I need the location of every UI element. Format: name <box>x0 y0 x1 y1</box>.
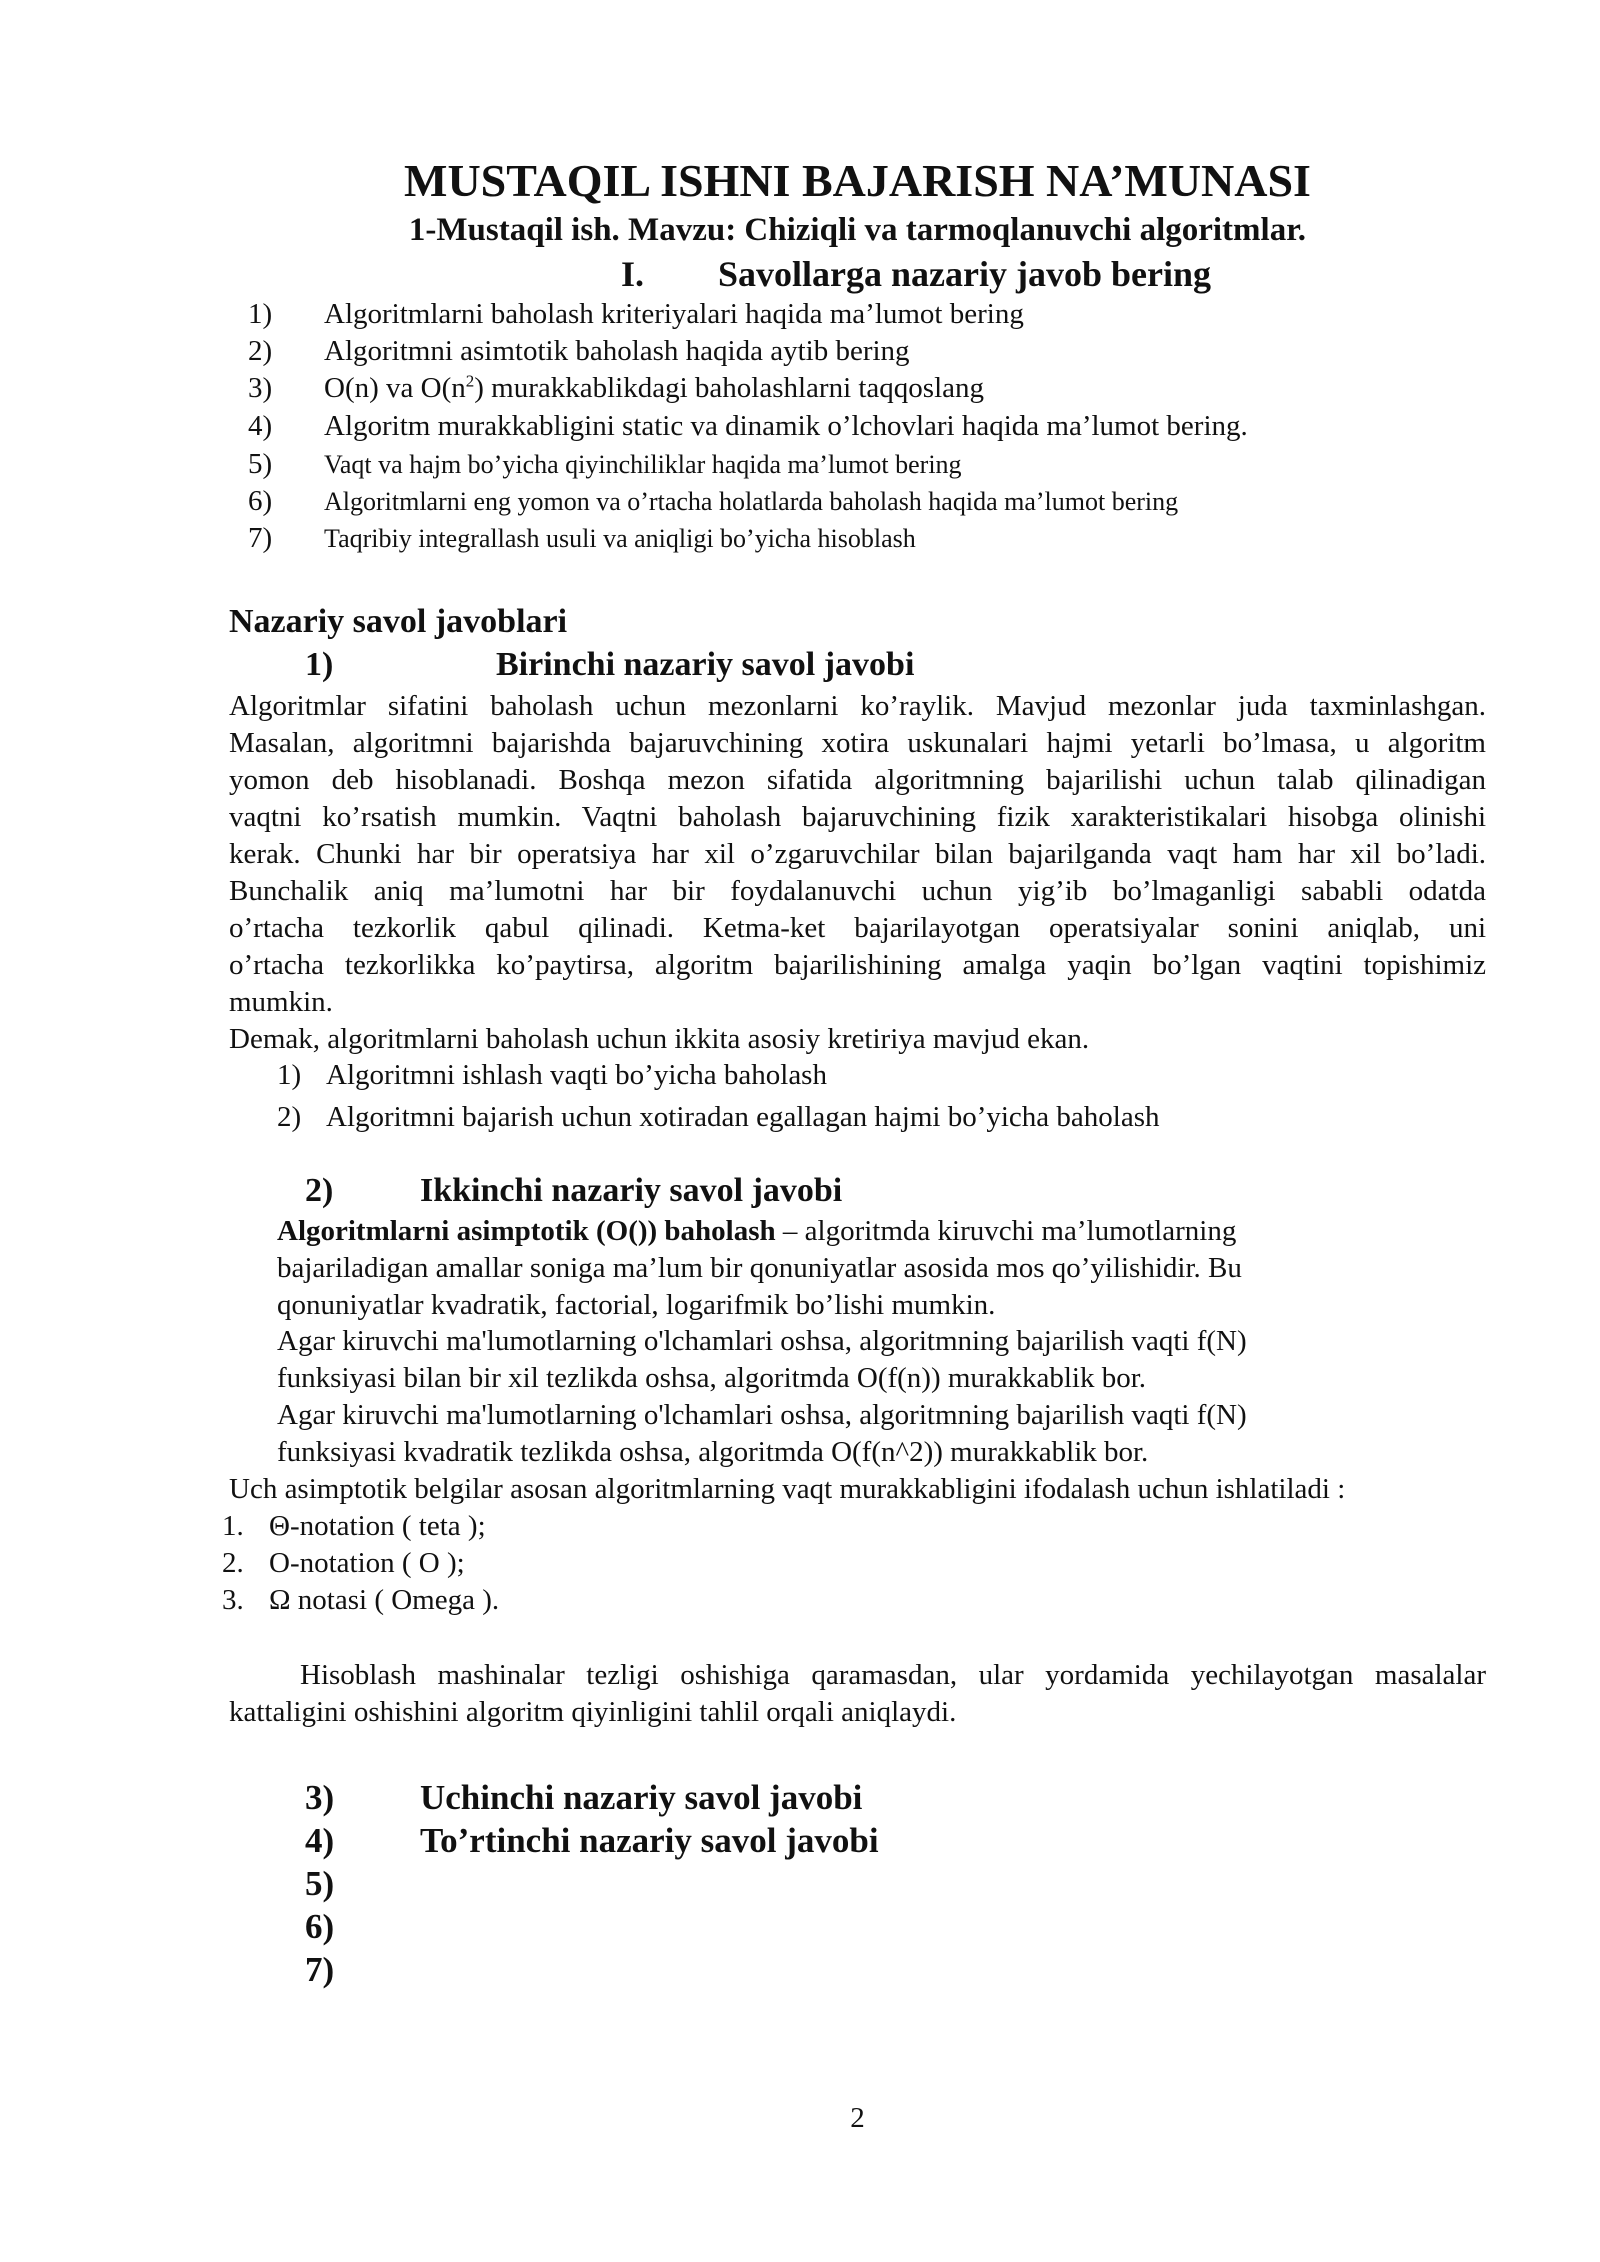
answer-number: 6) <box>305 1907 335 1946</box>
answer-title: Birinchi nazariy savol javobi <box>496 646 915 683</box>
notation-text: Θ-notation ( teta ); <box>269 1510 486 1542</box>
bold-term: Algoritmlarni asimptotik (O()) baholash <box>277 1215 776 1247</box>
answers-heading: Nazariy savol javoblari <box>229 603 568 640</box>
criteria-text: Algoritmni bajarish uchun xotiradan egallagan hajmi bo’yicha baholash <box>326 1101 1160 1133</box>
question-text: Algoritm murakkabligini static va dinamik o’lchovlari haqida ma’lumot bering. <box>324 410 1248 442</box>
question-number: 7) <box>248 522 273 554</box>
paragraph-line: Agar kiruvchi ma'lumotlarning o'lchamlari oshsa, algoritmning bajarilish vaqti f(N) <box>277 1399 1247 1431</box>
question-text: Vaqt va hajm bo’yicha qiyinchiliklar haqida ma’lumot bering <box>324 450 962 479</box>
question-number: 4) <box>248 410 273 442</box>
notation-number: 1. <box>222 1510 244 1542</box>
section-title: Savollarga nazariy javob bering <box>718 254 1211 294</box>
paragraph-line: qonuniyatlar kvadratik, factorial, logarifmik bo’lishi mumkin. <box>277 1289 996 1321</box>
criteria-text: Algoritmni ishlash vaqti bo’yicha baholash <box>326 1059 827 1091</box>
paragraph-line: Uch asimptotik belgilar asosan algoritmlarning vaqt murakkabligini ifodalash uchun ishlatiladi : <box>229 1473 1346 1505</box>
notation-number: 3. <box>222 1584 244 1616</box>
answer-number: 5) <box>305 1864 335 1903</box>
answer-number: 7) <box>305 1950 335 1989</box>
paragraph-line: bajariladigan amallar soniga ma’lum bir qonuniyatlar asosida mos qo’yilishidir. Bu <box>277 1252 1242 1284</box>
paragraph-line: kattaligini oshishini algoritm qiyinligini tahlil orqali aniqlaydi. <box>229 1696 957 1728</box>
paragraph-line: funksiyasi bilan bir xil tezlikda oshsa, algoritmda O(f(n)) murakkablik bor. <box>277 1362 1146 1394</box>
question-text: Algoritmni asimtotik baholash haqida aytib bering <box>324 335 910 367</box>
notation-text: Ω notasi ( Omega ). <box>269 1584 500 1616</box>
answer-title: Ikkinchi nazariy savol javobi <box>420 1172 843 1209</box>
question-number: 2) <box>248 335 273 367</box>
question-text: Taqribiy integrallash usuli va aniqligi bo’yicha hisoblash <box>324 524 916 553</box>
paragraph-line: o’rtacha tezkorlik qabul qilinadi. Ketma-ket bajarilayotgan operatsiyalar sonini aniqlab, uni <box>229 912 1486 944</box>
answer-title: Uchinchi nazariy savol javobi <box>420 1778 863 1817</box>
paragraph-line: funksiyasi kvadratik tezlikda oshsa, algoritmda O(f(n^2)) murakkablik bor. <box>277 1436 1149 1468</box>
paragraph-line: mumkin. <box>229 986 333 1018</box>
criteria-number: 1) <box>277 1059 302 1091</box>
question-text: Algoritmlarni baholash kriteriyalari haqida ma’lumot bering <box>324 298 1024 330</box>
answer-number: 4) <box>305 1821 335 1860</box>
answer-number: 2) <box>305 1172 334 1209</box>
paragraph-line: Masalan, algoritmni bajarishda bajaruvchining xotira uskunalari hajmi yetarli bo’lmasa, u algoritm <box>229 727 1486 759</box>
criteria-number: 2) <box>277 1101 302 1133</box>
paragraph-line: vaqtni ko’rsatish mumkin. Vaqtni baholash bajaruvchining fizik xarakteristikalari hisobga olinishi <box>229 801 1486 833</box>
paragraph-line: kerak. Chunki har bir operatsiya har xil o’zgaruvchilar bilan bajarilganda vaqt ham har xil bo’ladi. <box>229 838 1486 870</box>
section-number: I. <box>621 254 645 294</box>
paragraph-line: Bunchalik aniq ma’lumotni har bir foydalanuvchi uchun yig’ib bo’lmaganligi sababli odatda <box>229 875 1486 907</box>
paragraph-line: o’rtacha tezkorlikka ko’paytirsa, algoritm bajarilishining amalga yaqin bo’lgan vaqtini topishimiz <box>229 949 1486 981</box>
paragraph-line: yomon deb hisoblanadi. Boshqa mezon sifatida algoritmning bajarilishi uchun talab qilinadigan <box>229 764 1486 796</box>
paragraph-line: Demak, algoritmlarni baholash uchun ikkita asosiy kretiriya mavjud ekan. <box>229 1023 1090 1055</box>
question-number: 1) <box>248 298 273 330</box>
page-subtitle: 1-Mustaqil ish. Mavzu: Chiziqli va tarmoqlanuvchi algoritmlar. <box>408 212 1307 248</box>
question-text: O(n) va $O(n^2)$ murakkablikdagi baholashlarni taqqoslang <box>324 371 985 404</box>
question-number: 3) <box>248 372 273 404</box>
paragraph-line: Algoritmlarni asimptotik (O()) baholash – algoritmda kiruvchi ma’lumotlarning <box>277 1215 1237 1247</box>
question-number: 5) <box>248 448 273 480</box>
paragraph-line: Hisoblash mashinalar tezligi oshishiga qaramasdan, ular yordamida yechilayotgan masalalar <box>300 1659 1486 1691</box>
page-number: 2 <box>850 2102 865 2134</box>
answer-number: 1) <box>305 646 334 683</box>
answer-number: 3) <box>305 1778 335 1817</box>
superscript: 2 <box>465 371 475 391</box>
answer-title: To’rtinchi nazariy savol javobi <box>420 1821 879 1860</box>
paragraph-line: Agar kiruvchi ma'lumotlarning o'lchamlari oshsa, algoritmning bajarilish vaqti f(N) <box>277 1325 1247 1357</box>
notation-number: 2. <box>222 1547 244 1579</box>
question-text: Algoritmlarni eng yomon va o’rtacha holatlarda baholash haqida ma’lumot bering <box>324 487 1179 516</box>
paragraph-line: Algoritmlar sifatini baholash uchun mezonlarni ko’raylik. Mavjud mezonlar juda taxminlashgan. <box>229 690 1486 722</box>
question-number: 6) <box>248 485 273 517</box>
page-title: MUSTAQIL ISHNI BAJARISH NA’MUNASI <box>404 155 1311 206</box>
notation-text: O-notation ( O ); <box>269 1547 465 1579</box>
